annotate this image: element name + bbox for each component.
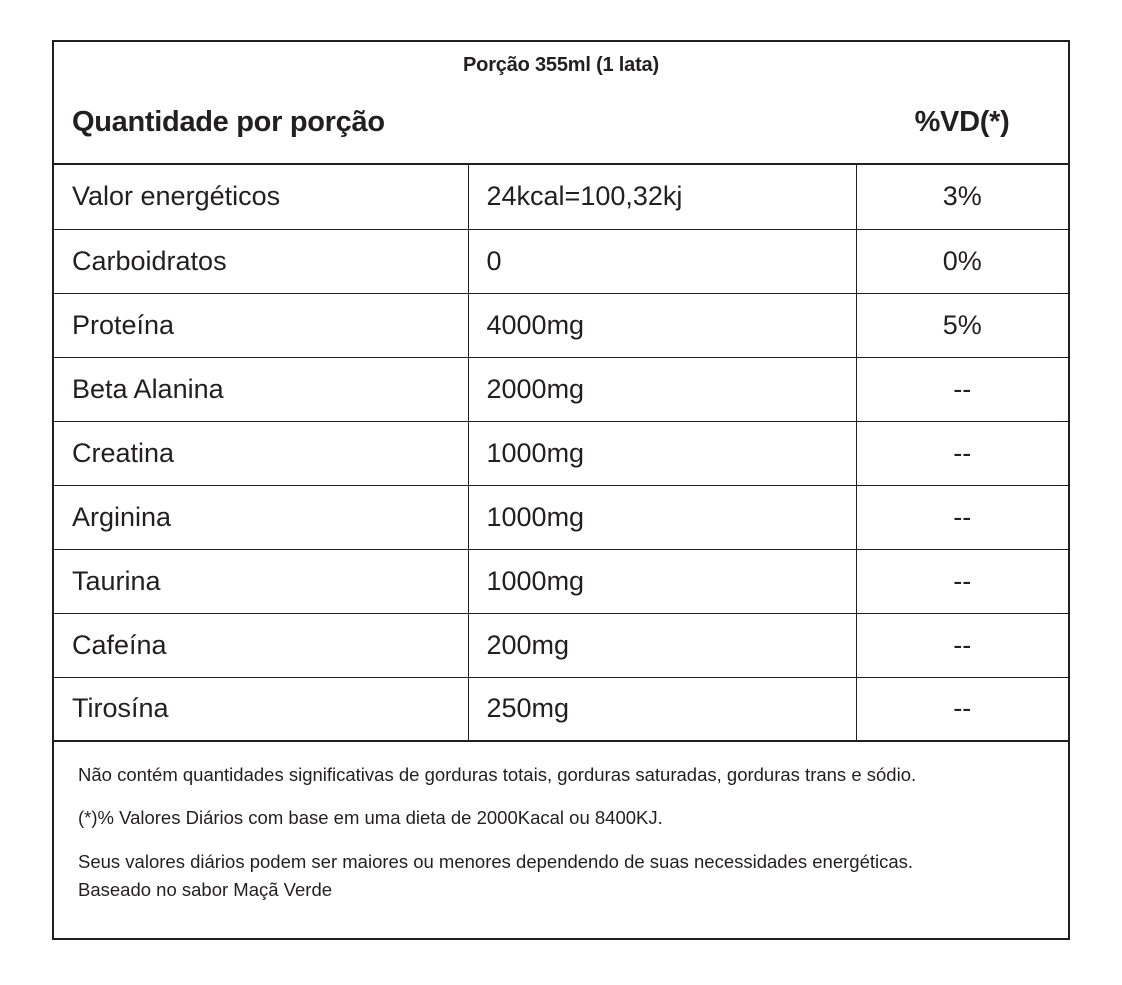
table-row bbox=[54, 677, 1068, 741]
header-quantity-label: Quantidade por porção bbox=[72, 105, 385, 138]
nutrient-name: Proteína bbox=[54, 293, 468, 357]
nutrient-vd: 3% bbox=[856, 165, 1068, 229]
table-row bbox=[54, 229, 1068, 293]
nutrient-amount: 200mg bbox=[468, 613, 856, 677]
nutrition-table-header bbox=[54, 81, 1068, 165]
portion-line: Porção 355ml (1 lata) bbox=[463, 54, 659, 76]
footnote-daily-values: (*)% Valores Diários com base em uma dieta de 2000Kacal ou 8400KJ. bbox=[78, 807, 663, 829]
table-row bbox=[54, 613, 1068, 677]
nutrition-table bbox=[54, 165, 1068, 742]
nutrient-vd: 5% bbox=[856, 293, 1068, 357]
nutrient-amount: 2000mg bbox=[468, 357, 856, 421]
table-row bbox=[54, 549, 1068, 613]
nutrient-name: Carboidratos bbox=[54, 229, 468, 293]
nutrition-table-body bbox=[54, 165, 1068, 741]
nutrient-vd: -- bbox=[856, 613, 1068, 677]
nutrient-amount: 250mg bbox=[468, 677, 856, 741]
nutrient-amount: 1000mg bbox=[468, 421, 856, 485]
nutrient-name: Creatina bbox=[54, 421, 468, 485]
nutrient-name: Taurina bbox=[54, 549, 468, 613]
footnote-flavor: Baseado no sabor Maçã Verde bbox=[78, 878, 333, 900]
table-row bbox=[54, 357, 1068, 421]
nutrient-amount: 24kcal=100,32kj bbox=[468, 165, 856, 229]
nutrient-vd: -- bbox=[856, 677, 1068, 741]
nutrient-name: Beta Alanina bbox=[54, 357, 468, 421]
nutrient-vd: -- bbox=[856, 485, 1068, 549]
nutrient-vd: -- bbox=[856, 421, 1068, 485]
nutrient-vd: 0% bbox=[856, 229, 1068, 293]
nutrient-amount: 4000mg bbox=[468, 293, 856, 357]
footnote-fats: Não contém quantidades significativas de gorduras totais, gorduras saturadas, gorduras trans e sódio. bbox=[78, 764, 917, 785]
table-row bbox=[54, 485, 1068, 549]
footnotes bbox=[54, 742, 1068, 903]
table-row bbox=[54, 421, 1068, 485]
nutrient-name: Cafeína bbox=[54, 613, 468, 677]
nutrient-amount: 0 bbox=[468, 229, 856, 293]
nutrient-name: Arginina bbox=[54, 485, 468, 549]
nutrient-name: Tirosína bbox=[54, 677, 468, 741]
header-vd-label: %VD(*) bbox=[914, 105, 1010, 138]
nutrient-amount: 1000mg bbox=[468, 549, 856, 613]
nutrient-name: Valor energéticos bbox=[54, 165, 468, 229]
footnote-energy-needs: Seus valores diários podem ser maiores ou menores dependendo de suas necessidades energéticas. bbox=[78, 850, 914, 872]
table-row bbox=[54, 293, 1068, 357]
table-row bbox=[54, 165, 1068, 229]
nutrient-amount: 1000mg bbox=[468, 485, 856, 549]
nutrient-vd: -- bbox=[856, 549, 1068, 613]
nutrition-facts-panel bbox=[52, 40, 1070, 940]
nutrient-vd: -- bbox=[856, 357, 1068, 421]
